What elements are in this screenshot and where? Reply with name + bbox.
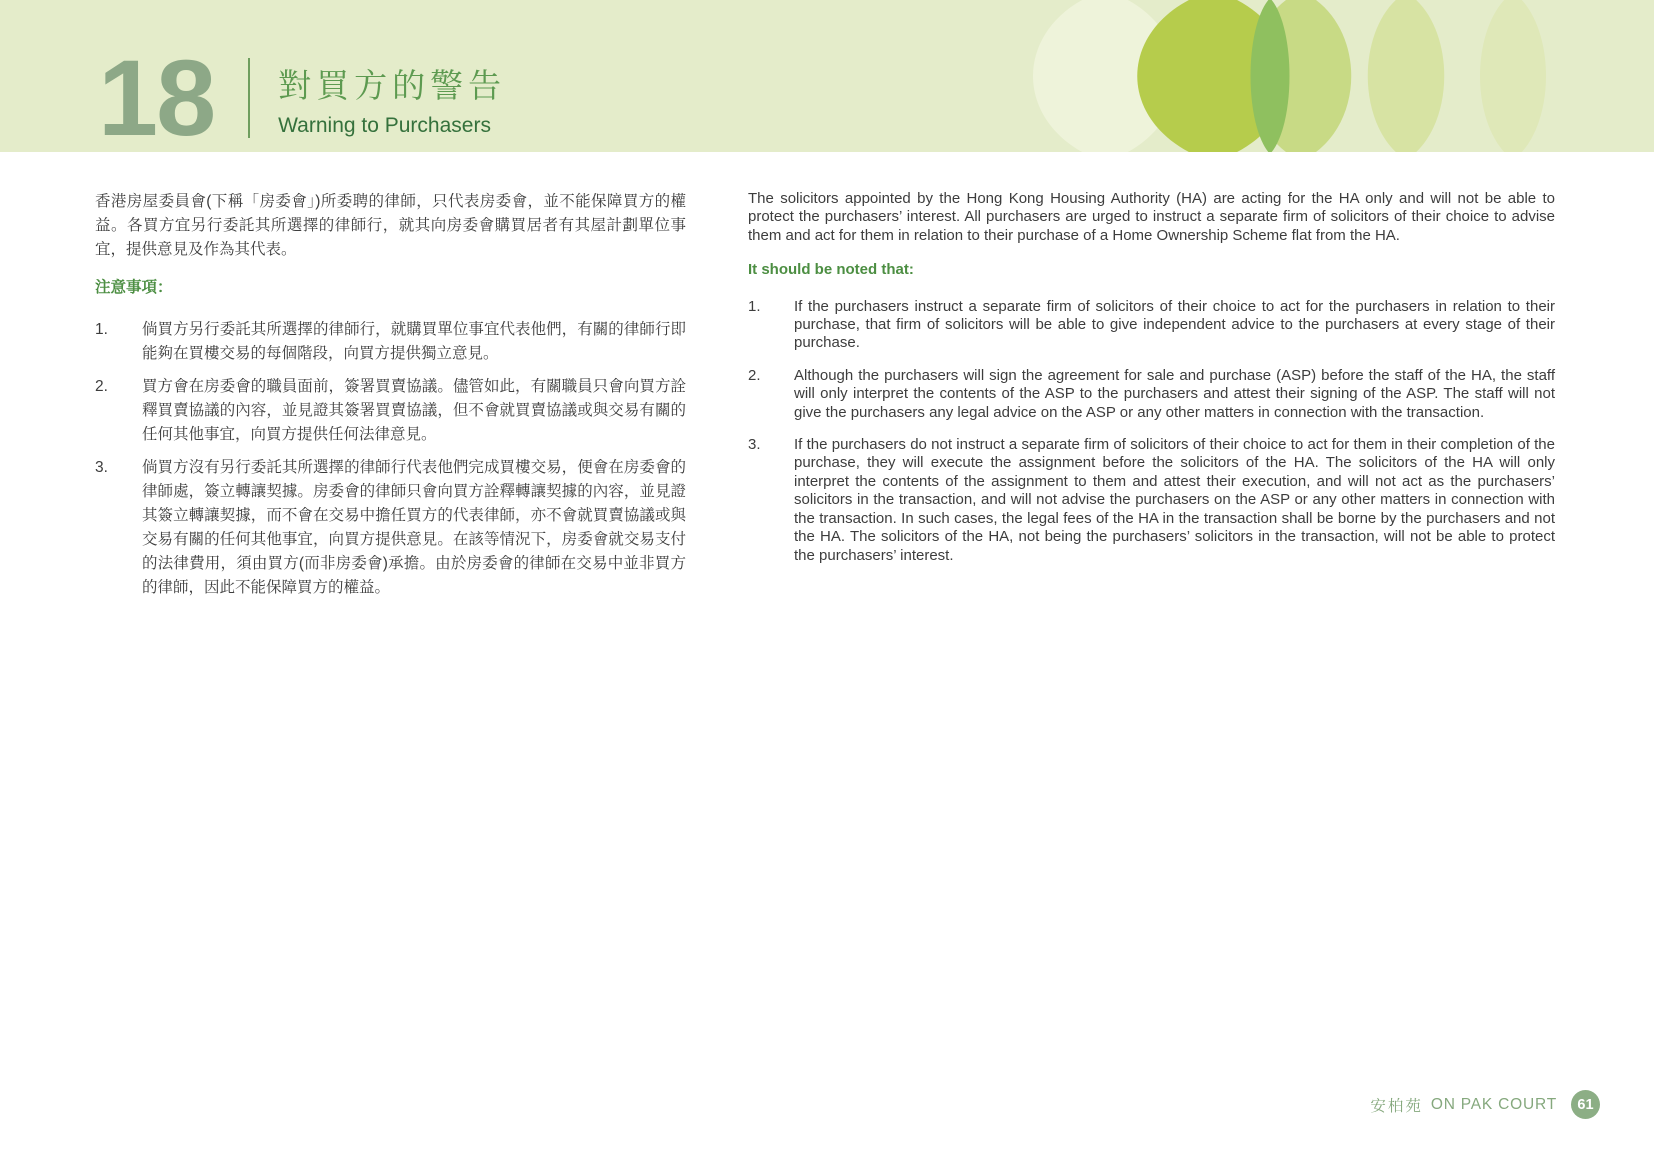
- list-item-number: 2.: [748, 366, 761, 384]
- chinese-intro-paragraph: 香港房屋委員會(下稱「房委會」)所委聘的律師，只代表房委會，並不能保障買方的權益。各買方宜另行委託其所選擇的律師行，就其向房委會購買居者有其屋計劃單位事宜，提供意見及作為其代表。: [95, 193, 686, 258]
- list-item: [95, 375, 686, 447]
- estate-name-chinese: 安柏苑: [1370, 1097, 1423, 1115]
- leaf-palest-icon: [1480, 0, 1546, 152]
- section-title-english: Warning to Purchasers: [278, 114, 491, 137]
- estate-name-english: ON PAK COURT: [1430, 1095, 1557, 1113]
- chinese-note-heading: 注意事項：: [95, 279, 173, 296]
- chinese-column: [95, 190, 686, 609]
- list-item-text: 買方會在房委會的職員面前，簽署買賣協議。儘管如此，有關職員只會向買方詮釋買賣協議的內容，並見證其簽署買賣協議，但不會就買賣協議或與交易有關的任何其他事宜，向買方提供任何法律意見。: [142, 378, 686, 443]
- leaf-pale-icon: [1368, 0, 1445, 152]
- page-footer: [1370, 1090, 1600, 1119]
- list-item-text: If the purchasers do not instruct a separate firm of solicitors of their choice to act for them in their completion of the purchase, they will execute the assignment before the solicitors of the HA. The solicitors of the HA will only interpret the contents of the assignment to them and attest their execution, and will not act as the purchasers’ solicitors in the transaction, and will not advise the purchasers on the ASP or any other matters in connection with the transaction. In such cases, the legal fees of the HA in the transaction shall be borne by the purchasers and not the HA. The solicitors of the HA, not being the purchasers’ solicitors in the transaction, will not be able to protect the purchasers’ interest.: [794, 436, 1555, 564]
- english-intro-paragraph: The solicitors appointed by the Hong Kong Housing Authority (HA) are acting for the HA only and will not be able to protect the purchasers’ interest. All purchasers are urged to instruct a separate firm of solicitors of their choice to advise them and act for them in relation to their purchase of a Home Ownership Scheme flat from the HA.: [748, 190, 1555, 244]
- section-banner: [0, 0, 1654, 152]
- section-title-chinese: 對買方的警告: [278, 67, 507, 104]
- list-item-number: 2.: [95, 378, 108, 395]
- list-item: [95, 318, 686, 366]
- list-item: [748, 436, 1555, 565]
- english-note-heading: It should be noted that:: [748, 261, 914, 279]
- list-item-number: 3.: [95, 459, 108, 476]
- section-number: 18: [98, 37, 215, 152]
- list-item-text: If the purchasers instruct a separate firm of solicitors of their choice to act for the purchasers in relation to their purchase, that firm of solicitors will be able to give independent advice to the purchasers at every stage of their purchase.: [794, 297, 1555, 352]
- list-item-text: 倘買方沒有另行委託其所選擇的律師行代表他們完成買樓交易，便會在房委會的律師處，簽立轉讓契據。房委會的律師只會向買方詮釋轉讓契據的內容，並見證其簽立轉讓契據，而不會在交易中擔任買方的代表律師，亦不會就買賣協議或與交易有關的任何其他事宜，向買方提供意見。在該等情況下，房委會就交易支付的法律費用，須由買方(而非房委會)承擔。由於房委會的律師在交易中並非買方的律師，因此不能保障買方的權益。: [142, 459, 686, 596]
- list-item: [748, 367, 1555, 422]
- list-item-number: 3.: [748, 436, 761, 454]
- section-titles: [278, 66, 506, 139]
- list-item-number: 1.: [95, 321, 108, 338]
- list-item-number: 1.: [748, 297, 761, 315]
- page-number-badge: 61: [1571, 1090, 1600, 1119]
- english-column: [748, 190, 1555, 579]
- list-item: [748, 298, 1555, 353]
- banner-content: [98, 37, 507, 152]
- list-item: [95, 456, 686, 600]
- list-item-text: Although the purchasers will sign the agreement for sale and purchase (ASP) before the staff of the HA, the staff will only interpret the contents of the ASP to the purchasers and attest their signing of the ASP. The staff will not give the purchasers any legal advice on the ASP or any other matters in connection with the transaction.: [794, 366, 1555, 421]
- header-divider: [248, 58, 250, 138]
- leaf-decoration-icon: [1000, 0, 1654, 152]
- list-item-text: 倘買方另行委託其所選擇的律師行，就購買單位事宜代表他們，有關的律師行即能夠在買樓交易的每個階段，向買方提供獨立意見。: [142, 321, 686, 362]
